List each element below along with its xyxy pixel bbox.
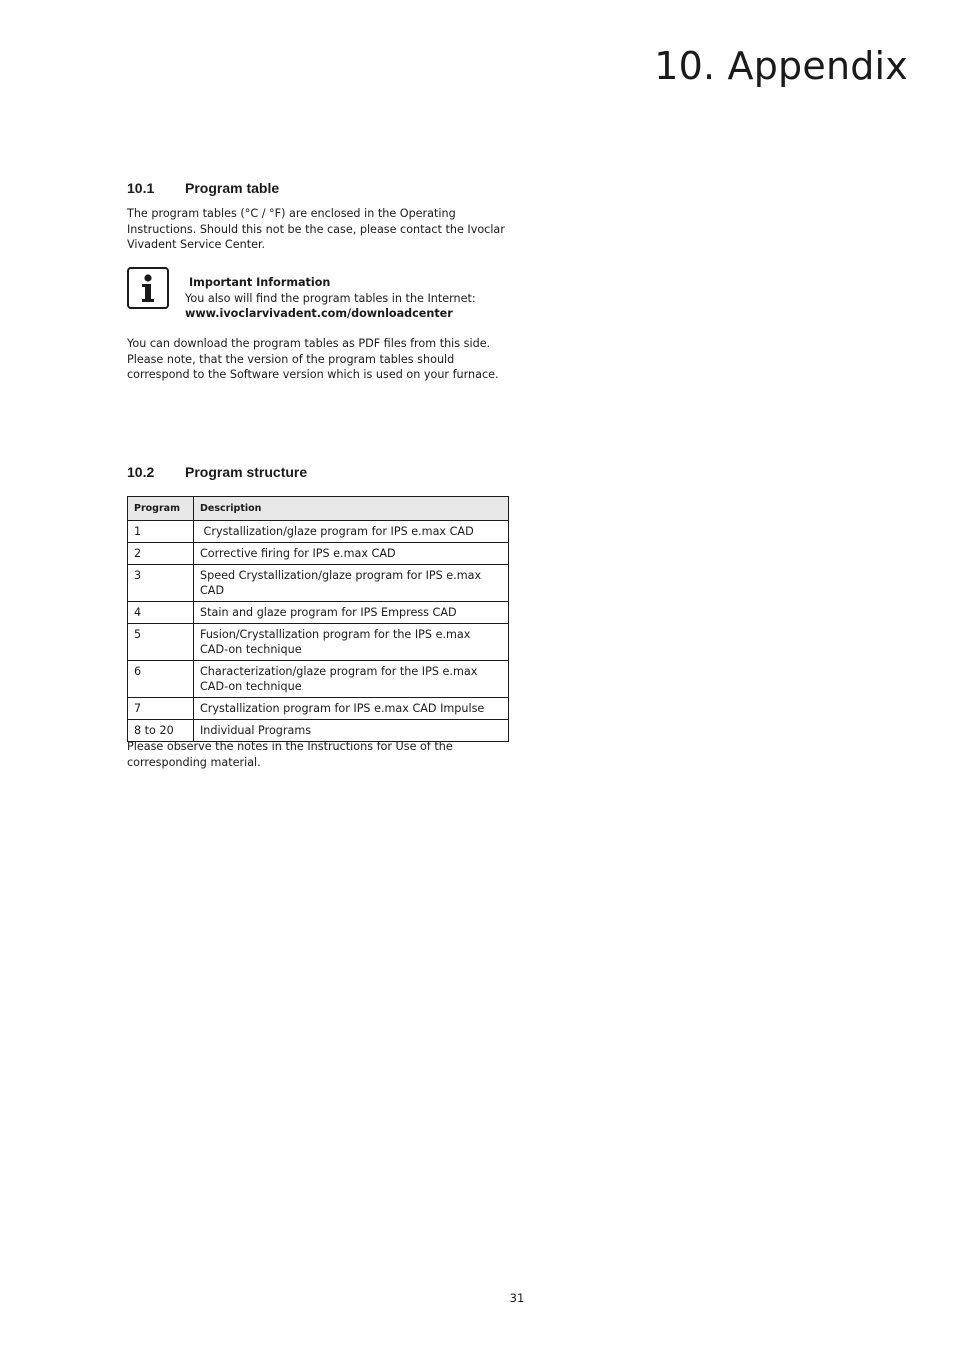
description-cell: Fusion/Crystallization program for the IPS e.max CAD-on technique (194, 624, 509, 661)
program-cell: 4 (128, 602, 194, 624)
table-row (128, 521, 509, 543)
info-icon (127, 267, 169, 309)
description-cell: Corrective firing for IPS e.max CAD (194, 543, 509, 565)
page-number: 31 (509, 1291, 525, 1305)
program-cell: 7 (128, 698, 194, 720)
instructions-note: Please observe the notes in the Instructions for Use of the corresponding material. (127, 740, 453, 769)
download-center-link[interactable]: www.ivoclarvivadent.com/downloadcenter (185, 307, 453, 320)
chapter-title: 10. Appendix (654, 44, 908, 88)
table-row (128, 698, 509, 720)
description-cell: Characterization/glaze program for the IPS e.max CAD-on technique (194, 661, 509, 698)
table-row (128, 661, 509, 698)
table-row (128, 565, 509, 602)
download-note: You can download the program tables as PDF files from this side. Please note, that the version of the program tables should correspond to the Software version which is used on your furnace. (127, 337, 499, 381)
column-header-description: Description (194, 497, 509, 521)
program-structure-table (127, 496, 509, 742)
table-row (128, 543, 509, 565)
program-cell: 6 (128, 661, 194, 698)
program-cell: 2 (128, 543, 194, 565)
program-cell: 8 to 20 (128, 720, 194, 742)
table-row (128, 602, 509, 624)
section-heading-program-table (127, 180, 279, 196)
program-cell: 1 (128, 521, 194, 543)
section-title: Program table (185, 180, 280, 196)
description-cell: Individual Programs (194, 720, 509, 742)
description-cell: Speed Crystallization/glaze program for IPS e.max CAD (194, 565, 509, 602)
section-number: 10.1 (127, 180, 155, 196)
program-cell: 5 (128, 624, 194, 661)
description-cell: Crystallization program for IPS e.max CAD Impulse (194, 698, 509, 720)
section-title: Program structure (185, 464, 308, 480)
important-information-title: Important Information (189, 276, 331, 289)
description-cell: Stain and glaze program for IPS Empress CAD (194, 602, 509, 624)
program-cell: 3 (128, 565, 194, 602)
important-information-text: You also will find the program tables in the Internet: (185, 291, 476, 305)
table-header-row (128, 497, 509, 521)
section-heading-program-structure (127, 464, 307, 480)
important-information-box (185, 275, 476, 322)
section-number: 10.2 (127, 464, 155, 480)
column-header-program: Program (128, 497, 194, 521)
table-row (128, 624, 509, 661)
program-table-intro: The program tables (°C / °F) are enclosed in the Operating Instructions. Should this not be the case, please contact the Ivoclar Vivadent Service Center. (127, 207, 505, 251)
description-cell: Crystallization/glaze program for IPS e.max CAD (194, 521, 509, 543)
